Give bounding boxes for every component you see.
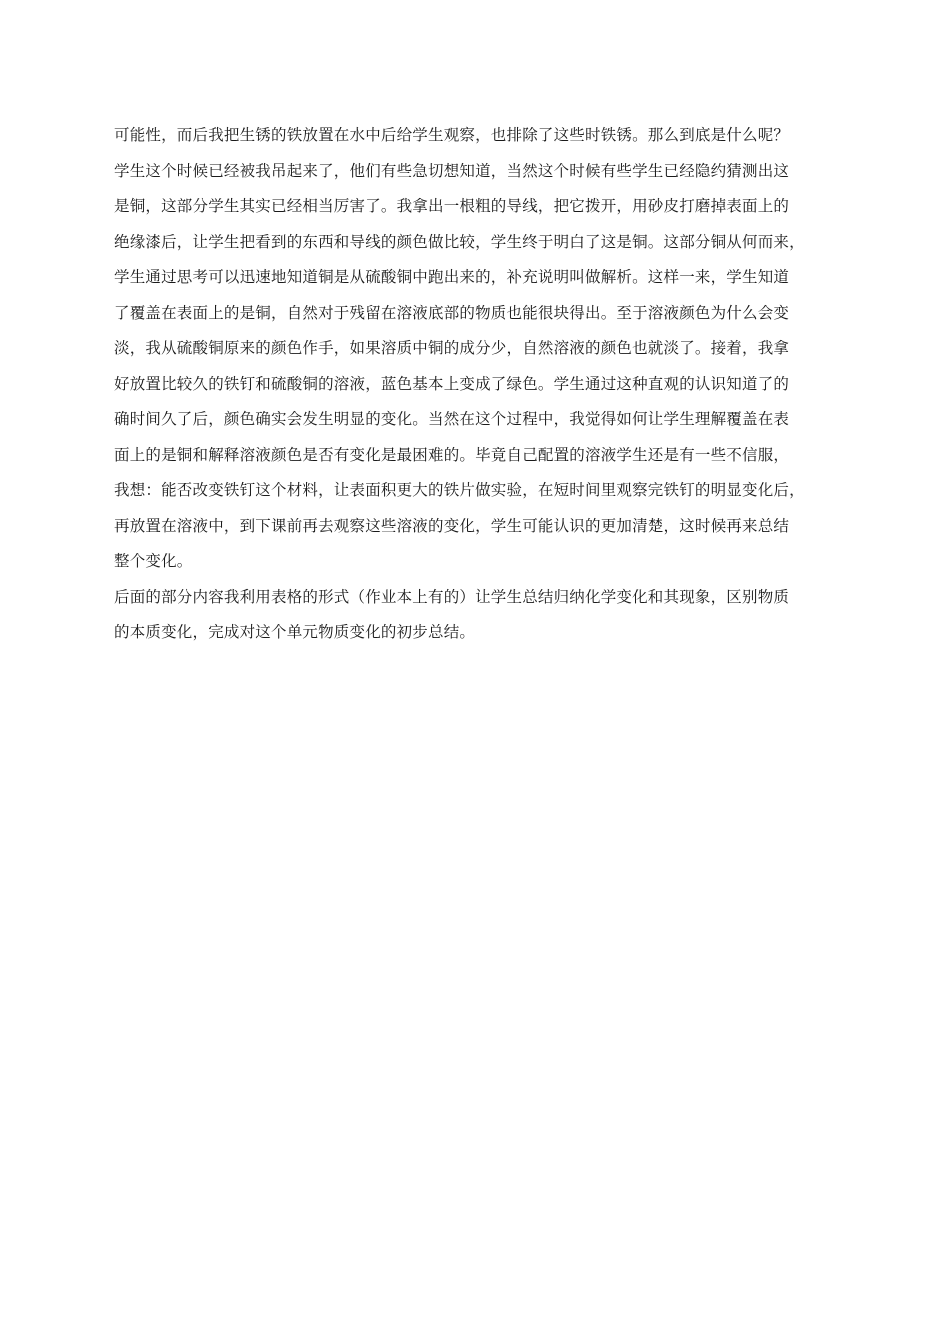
paragraph-1	[114, 118, 854, 580]
text-line: 面上的是铜和解释溶液颜色是否有变化是最困难的。毕竟自己配置的溶液学生还是有一些不信服，	[114, 445, 790, 464]
text-line: 可能性，而后我把生锈的铁放置在水中后给学生观察，也排除了这些时铁锈。那么到底是什么呢？	[114, 126, 790, 144]
text-line: 的本质变化，完成对这个单元物质变化的初步总结。	[114, 623, 476, 641]
document-body	[114, 118, 854, 651]
text-line: 整个变化。	[114, 552, 193, 570]
text-line: 好放置比较久的铁钉和硫酸铜的溶液，蓝色基本上变成了绿色。学生通过这种直观的认识知道了的	[114, 374, 790, 393]
text-line: 我想：能否改变铁钉这个材料，让表面积更大的铁片做实验，在短时间里观察完铁钉的明显变化后，	[114, 481, 805, 499]
text-line: 后面的部分内容我利用表格的形式（作业本上有的）让学生总结归纳化学变化和其现象，区别物质	[114, 587, 790, 606]
paragraph-2	[114, 580, 854, 651]
text-line: 淡，我从硫酸铜原来的颜色作手，如果溶质中铜的成分少，自然溶液的颜色也就淡了。接着，我拿	[114, 339, 790, 357]
text-line: 再放置在溶液中，到下课前再去观察这些溶液的变化，学生可能认识的更加清楚，这时候再来总结	[114, 516, 790, 535]
text-line: 学生通过思考可以迅速地知道铜是从硫酸铜中跑出来的，补充说明叫做解析。这样一来，学生知道	[114, 268, 790, 286]
text-line: 学生这个时候已经被我吊起来了，他们有些急切想知道，当然这个时候有些学生已经隐约猜测出这	[114, 161, 790, 180]
text-line: 了覆盖在表面上的是铜，自然对于残留在溶液底部的物质也能很块得出。至于溶液颜色为什么会变	[114, 303, 790, 322]
text-line: 是铜，这部分学生其实已经相当厉害了。我拿出一根粗的导线，把它拨开，用砂皮打磨掉表面上的	[114, 197, 790, 215]
text-line: 确时间久了后，颜色确实会发生明显的变化。当然在这个过程中，我觉得如何让学生理解覆盖在表	[114, 410, 790, 428]
text-line: 绝缘漆后，让学生把看到的东西和导线的颜色做比较，学生终于明白了这是铜。这部分铜从何而来，	[114, 232, 805, 251]
